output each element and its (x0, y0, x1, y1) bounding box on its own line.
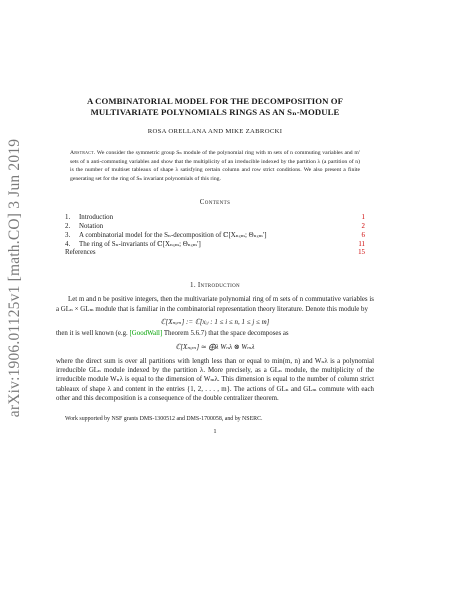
toc-entry[interactable] (65, 214, 365, 223)
citation-link[interactable]: [GoodWall] (129, 329, 163, 337)
abstract (70, 149, 360, 184)
abstract-label: Abstract. (70, 150, 96, 156)
contents-heading: Contents (199, 198, 231, 206)
equation-2: ℂ[Xₙₓₘ] ≃ ⨁λ Wₙλ ⊗ Wₘλ (175, 342, 255, 351)
toc-title: Introduction (79, 213, 114, 221)
toc-page-link[interactable]: 15 (358, 249, 365, 257)
arxiv-stamp-text: arXiv:1906.01125v1 [math.CO] 3 Jun 2019 (6, 138, 23, 418)
toc-entry[interactable] (65, 232, 365, 241)
toc-number: 4. (65, 240, 71, 248)
table-of-contents (65, 214, 365, 259)
toc-page-link[interactable]: 11 (358, 240, 365, 248)
equation-1: ℂ[Xₙₓₘ] := ℂ[xᵢⱼ : 1 ≤ i ≤ n, 1 ≤ j ≤ m] (160, 317, 270, 326)
toc-number: 1. (65, 213, 71, 221)
page-number: 1 (213, 427, 217, 435)
intro-p2-after: Theorem 5.6.7) that the space decomposes as (162, 329, 289, 337)
authors: ROSA ORELLANA AND MIKE ZABROCKI (147, 128, 283, 135)
intro-paragraph-3: where the direct sum is over all partitions with length less than or equal to min(m, n) and Wₙλ is a polynomial irreducible GLₙ module indexed by the partition λ. More precisely, as a GLₙ module, the multiplicity of the irreducible module Wₙλ is equal to the dimension of Wₘλ. This dimension is equal to the number of column strict tableaux of shape λ and content in the entries {1, 2, . . . , m}. The actions of GLₙ and GLₘ commute with each other and this decomposition is a consequence of the double centralizer theorem. (56, 357, 374, 402)
title-line-1: A COMBINATORIAL MODEL FOR THE DECOMPOSITION OF (86, 96, 344, 106)
toc-entry[interactable] (65, 249, 365, 258)
intro-paragraph-1: Let m and n be positive integers, then the multivariate polynomial ring of m sets of n commutative variables is a GLₙ × GLₘ module that is familiar in the combinatorial representation theory literature. Denote this module by (56, 296, 374, 313)
toc-number: 3. (65, 231, 71, 239)
toc-page-link[interactable]: 6 (361, 231, 365, 239)
toc-title: Notation (79, 222, 104, 230)
section-heading: 1. Introduction (190, 281, 240, 290)
paper-page (56, 96, 374, 435)
toc-title: A combinatorial model for the Sₙ-decomposition of ℂ[Xₙₓₘ; Θₙₓₘ′] (79, 231, 267, 239)
intro-p2-before: then it is well known (e.g. (56, 329, 130, 337)
title-line-2: MULTIVARIATE POLYNOMIALS RINGS AS AN Sₙ-MODULE (90, 107, 340, 117)
toc-title: The ring of Sₙ-invariants of ℂ[Xₙₓₘ; Θₙₓₘ′] (79, 240, 201, 248)
toc-number: 2. (65, 222, 71, 230)
toc-title: References (65, 249, 96, 257)
toc-entry[interactable] (65, 241, 365, 250)
intro-paragraph-2 (56, 329, 374, 338)
abstract-text: We consider the symmetric group Sₙ module of the polynomial ring with m sets of n commuting variables and m′ sets of n anti-commuting variables and show that the multiplicity of an irreducible indexed by the partition λ (a partition of n) is the number of multiset tableaux of shape λ satisfying certain column and row strict conditions. We also present a finite generating set for the ring of Sₙ invariant polynomials of this ring. (70, 150, 360, 183)
footnote: Work supported by NSF grants DMS-1300512 and DMS-1700058, and by NSERC. (65, 415, 263, 422)
toc-page-link[interactable]: 1 (361, 213, 365, 221)
arxiv-stamp (2, 128, 28, 428)
toc-page-link[interactable]: 2 (361, 222, 365, 230)
toc-entry[interactable] (65, 223, 365, 232)
paper-title (56, 96, 374, 118)
